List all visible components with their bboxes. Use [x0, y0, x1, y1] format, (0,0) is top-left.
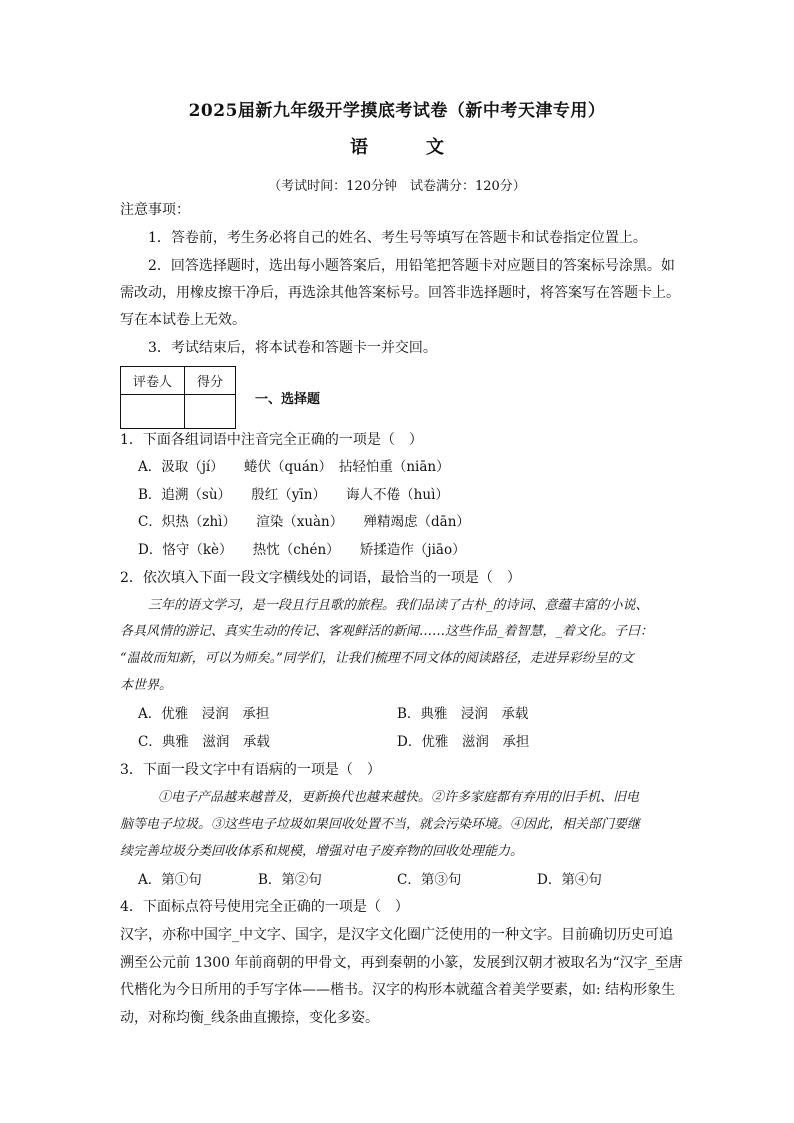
section-title: 一、选择题 [255, 392, 321, 407]
score-box-score-cell [185, 395, 236, 429]
q2-option-c: C．典雅 滋润 承载 [138, 734, 270, 750]
q3-option-b: B．第②句 [258, 872, 322, 888]
q2-passage-line-2: 各具风情的游记、真实生动的传记、客观鲜活的新闻……这些作品_着智慧，_着文化。子曰： [120, 624, 654, 639]
notice-item-1: 1．答卷前，考生务必将自己的姓名、考生号等填写在答题卡和试卷指定位置上。 [148, 230, 647, 246]
notice-item-3: 3．考试结束后，将本试卷和答题卡一并交回。 [148, 340, 437, 356]
q3-option-a: A．第①句 [138, 872, 202, 888]
q3-option-d: D．第④句 [537, 872, 602, 888]
q1-option-b: B．追溯（sù） 殷红（yīn） 诲人不倦（huì） [138, 487, 449, 503]
exam-info: （考试时间：120分钟 试卷满分：120分） [268, 179, 526, 194]
subject-title [0, 133, 794, 159]
q3-passage-line-1: ①电子产品越来越普及，更新换代也越来越快。②许多家庭都有弃用的旧手机、旧电 [158, 790, 640, 805]
score-box-grader-label: 评卷人 [121, 367, 185, 395]
q1-option-d: D．恪守（kè） 热忱（chén） 矫揉造作（jiāo） [138, 542, 466, 558]
q2-option-a: A．优雅 浸润 承担 [138, 706, 270, 722]
q1-option-a: A．汲取（jí） 蜷伏（quán） 拈轻怕重（niān） [138, 459, 450, 475]
q2-passage-line-3: “温故而知新，可以为师矣。”同学们，让我们梳理不同文体的阅读路径，走进异彩纷呈的文 [120, 651, 634, 666]
q3-option-c: C．第③句 [397, 872, 462, 888]
exam-title: 2025届新九年级开学摸底考试卷（新中考天津专用） [188, 101, 606, 121]
q3-passage-line-2: 脑等电子垃圾。③这些电子垃圾如果回收处置不当，就会污染环境。④因此，相关部门要继 [120, 817, 641, 832]
q2-passage-line-1: 三年的语文学习，是一段且行且歌的旅程。我们品读了古朴_的诗词、意蕴丰富的小说、 [148, 598, 649, 613]
notice-item-2-line-1: 2．回答选择题时，选出每小题答案后，用铅笔把答题卡对应题目的答案标号涂黑。如 [148, 258, 675, 274]
q2-passage-line-4: 本世界。 [120, 678, 173, 693]
notice-item-2-line-2: 需改动，用橡皮擦干净后，再选涂其他答案标号。回答非选择题时，将答案写在答题卡上。 [120, 285, 680, 301]
q2-option-b: B．典雅 浸润 承载 [397, 706, 529, 722]
q1-stem: 1．下面各组词语中注音完全正确的一项是（ ） [120, 432, 423, 448]
q4-passage-line-1: 汉字，亦称中国字_中文字、国字，是汉字文化圈广泛使用的一种文字。目前确切历史可追 [120, 927, 673, 943]
subject-char-1: 语 [350, 137, 368, 158]
q4-stem: 4．下面标点符号使用完全正确的一项是（ ） [120, 899, 409, 915]
score-box [120, 366, 236, 429]
q2-stem: 2．依次填入下面一段文字横线处的词语，最恰当的一项是（ ） [120, 570, 521, 586]
notice-item-2-line-3: 写在本试卷上无效。 [120, 312, 246, 328]
q3-passage-line-3: 续完善垃圾分类回收体系和规模，增强对电子废弃物的回收处理能力。 [120, 844, 524, 859]
q3-stem: 3．下面一段文字中有语病的一项是（ ） [120, 762, 381, 778]
q4-passage-line-4: 动，对称均衡_线条曲直搬捺，变化多姿。 [120, 1010, 379, 1026]
score-box-grader-cell [121, 395, 185, 429]
subject-char-2: 文 [426, 137, 444, 158]
q4-passage-line-2: 溯至公元前 1300 年前商朝的甲骨文，再到秦朝的小篆，发展到汉朝才被取名为“汉字_至唐 [120, 955, 683, 971]
q1-option-c: C．炽热（zhì） 渲染（xuàn） 殚精竭虑（dān） [138, 514, 470, 530]
q4-passage-line-3: 代楷化为今日所用的手写字体——楷书。汉字的构形本就蕴含着美学要素，如: 结构形象生 [120, 982, 676, 998]
score-box-score-label: 得分 [185, 367, 236, 395]
notice-heading: 注意事项： [120, 202, 190, 218]
q2-option-d: D．优雅 滋润 承担 [397, 734, 530, 750]
